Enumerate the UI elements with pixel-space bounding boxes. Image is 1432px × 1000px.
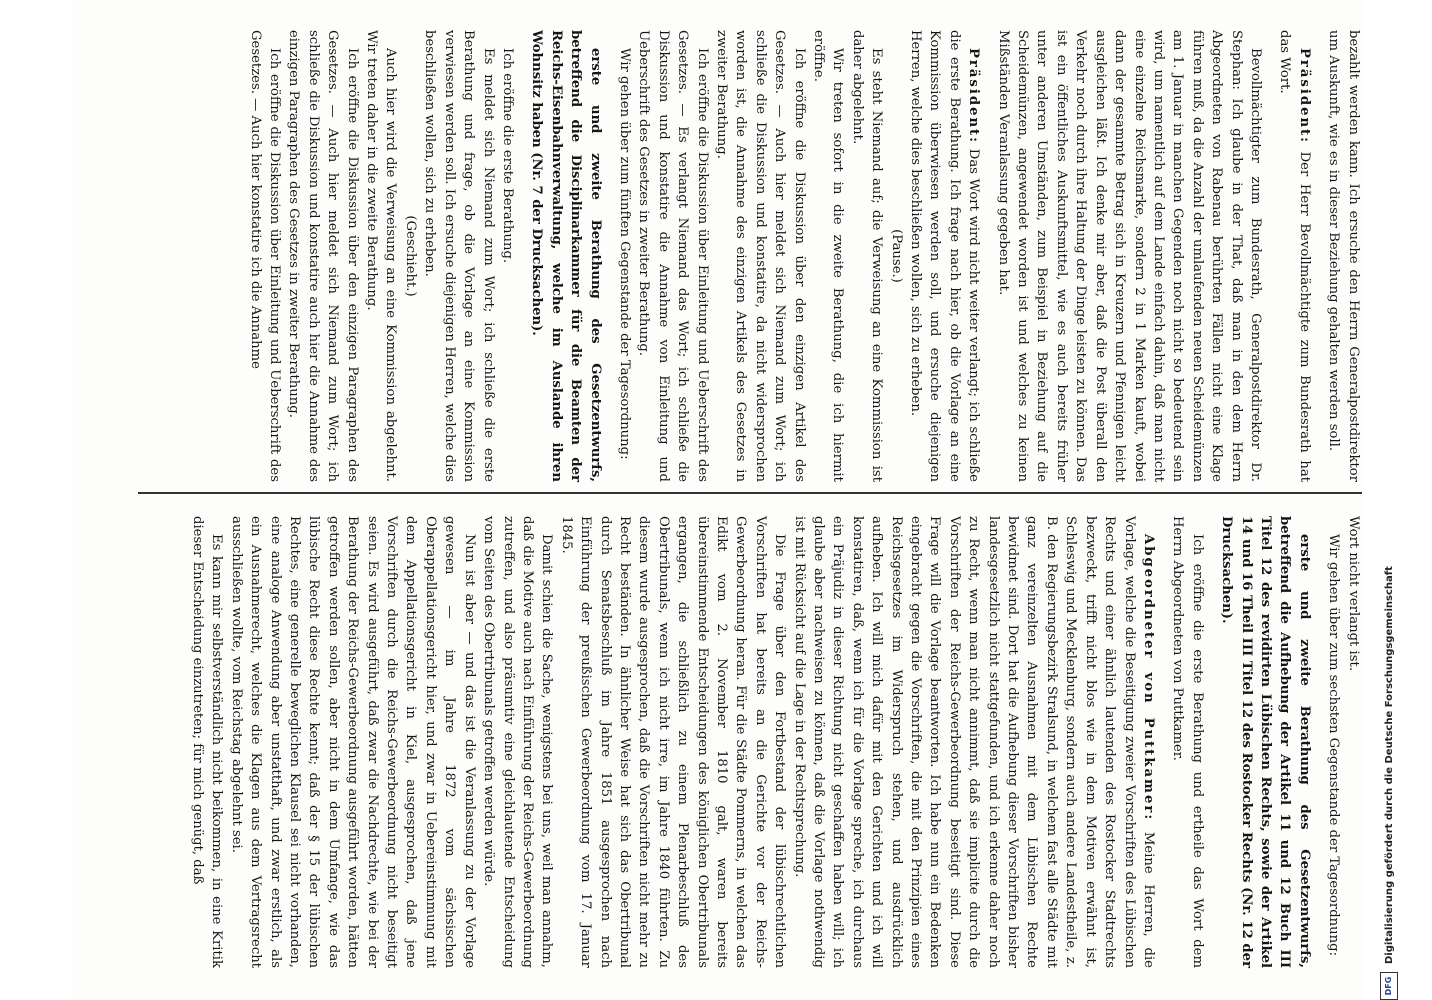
paragraph bbox=[498, 30, 517, 482]
speaker-label: Präsident: bbox=[966, 48, 982, 145]
paragraph-text: Ich eröffne die erste Berathung und ertheile das Wort dem Herrn Abgeordneten von Puttkamer. bbox=[1170, 516, 1205, 968]
paragraph bbox=[847, 30, 886, 482]
paragraph-text: Ich eröffne die Diskussion über den einzigen Paragraphen des Gesetzes. — Auch hier meldet sich Niemand zum Wort; ich schließe die Diskussion und konstatire auch hier die Annahme des einzigen Paragraphen des Gesetzes in zweiter Berathung. bbox=[286, 30, 360, 482]
paragraph-text: Meine Herren, die Vorlage, welche die Beseitigung zweier Vorschriften des Lübischen Rechts und einer ähnlich lautenden des Rostocker Stadtrechts bezweckt, trifft nicht blos wie in dem Motiven erwähnt ist, Schleswig und Mecklenburg, sondern auch andere Landestheile, z. B. den Regierungsbezirk Stralsund, in welchem fast alle Städte mit ganz vereinzelten Ausnahmen mit dem Lübischen Rechte bewidmet sind. Dort hat die Aufhebung dieser Vorschriften bisher landesgesetzlich nicht stattgefunden, und ich erkenne daher noch zu Recht, wenn man nicht annimmt, daß sie implicite durch die Vorschriften der Reichs-Gewerbeordnung beseitigt sind. Diese Frage will die Vorlage beantworten. Ich habe nun ein Bedenken eingebracht gegen die Vorschriften, die mit den Prinzipien eines Reichsgesetzes im Widerspruch stehen, und ausdrücklich aufheben. Ich will mich dafür mit den Gerichten und ich will konstatiren, daß, wenn ich für die Vorlage spreche, ich durchaus ein Präjudiz in dieser Richtung nicht geschaffen haben will; ich glaube aber nachweisen zu können, daß die Vorlage nothwendig ist mit Rücksicht auf die Lage in der Rechtsprechung. bbox=[791, 516, 1156, 968]
paragraph-text: Bevollmächtigter zum Bundesrath, Generalpostdirektor Dr. Stephan: Ich glaube in der That, daß man in den dem Herrn Abgeordneten von Rabenau berührten Fällen nicht eine Klage führen muß, da die Anzahl der umlaufenden neuen Scheidemünzen am 1. Januar in manchen Gegenden noch nicht so bedeutend sein wird, um namentlich auf dem Lande einfach dahin, daß man nicht eine einzelne Reichsmarke, sondern 2 in 1 Marken kauft, wobei dann der gesammte Betrag sich in Kreuzern und Pfennigen leicht ausgleichen läßt. Ich denke mir aber, daß die Post überall den Verkehr noch durch ihre Haltung der Dinge leisten zu können. Das ist ein öffentliches Auskunftsmittel, wie es auch bereits früher unter anderen Umständen, zum Beispiel in Beziehung auf die Scheidemünzen, angewendet worden ist und welches zu keinen Mißständen Veranlassung gegeben hat. bbox=[995, 30, 1263, 482]
paragraph-text: Ich eröffne die Diskussion über Einleitung und Ueberschrift des Gesetzes. — Es verlangt Niemand das Wort; ich schließe die Diskussion und konstatire die Annahme von Einleitung und Ueberschrift des Gesetzes in zweiter Berathung. bbox=[636, 30, 710, 482]
paragraph-text: bezahlt werden kann. Ich ersuche den Herrn Generalpostdirektor um Auskunft, wie es in dieser Beziehung gehalten werden soll. bbox=[1326, 30, 1361, 482]
paragraph bbox=[362, 30, 401, 482]
digitization-credit-strip bbox=[1362, 0, 1432, 1000]
paragraph-text: Ich eröffne die Diskussion über Einleitung und Ueberschrift des Gesetzes. — Auch hier konstatire ich die Annahme bbox=[247, 30, 283, 482]
paragraph bbox=[1168, 516, 1207, 968]
speaker-label: Präsident: bbox=[1296, 48, 1312, 145]
paragraph-text: Es kann mir selbstverständlich nicht beikommen, in eine Kritik dieser Entscheidung einzutreten; für mich genügt, daß bbox=[190, 516, 225, 968]
paragraph bbox=[1324, 516, 1343, 968]
paragraph-text: Damit schien die Sache, wenigstens bei uns, weil man annahm, daß die Motive auch nach Einführung der Reichs-Gewerbeordnung zutreffen, und also präsumtiv eine gleichlautende Entscheidung vom Seiten des Obertribunals getroffen werden würde. bbox=[481, 516, 555, 968]
paragraph bbox=[420, 30, 498, 482]
paragraph bbox=[479, 516, 557, 968]
paragraph bbox=[401, 30, 420, 482]
paragraph bbox=[886, 30, 905, 482]
paragraph bbox=[245, 30, 284, 482]
paragraph-text: Das Wort wird nicht weiter verlangt; ich schließe die erste Berathung. Ich frage nach hier, ob die Vorlage an eine Kommission überwiesen werden soll, und ersuche diejenigen Herren, welche dies beschließen wollen, sich zu erheben. bbox=[908, 30, 982, 482]
paragraph-text: Wort nicht verlangt ist. bbox=[1345, 516, 1361, 672]
paragraph-text: Ich eröffne die Diskussion über den einzigen Artikel des Gesetzes. — Auch hier meldet sich Niemand zum Wort; ich schließe die Diskussion und konstatire, da nicht widersprochen worden ist, die Annahme des einzigen Artikels des Gesetzes in zweiter Berathung. bbox=[714, 30, 807, 482]
speaker-label: Abgeordneter von Puttkamer: bbox=[1140, 534, 1156, 822]
paragraph-text: Wir treten sofort in die zweite Berathung, die ich hiermit eröffne. bbox=[811, 30, 846, 482]
paragraph bbox=[527, 30, 605, 482]
left-column bbox=[245, 30, 1382, 482]
paragraph bbox=[906, 30, 984, 482]
paragraph-text: (Pause.) bbox=[888, 229, 904, 283]
paragraph bbox=[556, 516, 789, 968]
paragraph-text: Nun ist aber — und das ist die Veranlassung zu der Vorlage gewesen — im Jahre 1872 vom sächsischen Oberappellationsgericht hier, und zwar in Uebereinstimmung mit dem Appellationsgericht in Kiel, ausgesprochen, daß jene Vorschriften durch die Reichs-Gewerbeordnung nicht beseitigt seien. Es wird ausgeführt, daß zwar die Nachdrechte, wie bei der Berathung der Reichs-Gewerbeordnung ausgeführt worden, hätten getroffen werden sollen, aber nicht in dem Umfange, wie das lübische Recht diese Rechte kennt; daß der § 15 der lübischen Rechtes, eine generelle beweglichen Klausel sei nicht vorhanden, eine analoge Anwendung aber unstatthaft, und zwar erstlich, als ein Ausnahmerecht, welches die Klagen aus dem Vertragsrecht ausschließen wollte, vom Reichstag abgelehnt sei. bbox=[228, 516, 477, 968]
document-page bbox=[72, 0, 1432, 1000]
paragraph bbox=[809, 30, 848, 482]
paragraph bbox=[1217, 516, 1314, 968]
paragraph-text: erste und zweite Berathung des Gesetzentwurfs, betreffend die Disciplinarkammer für die Beamten der Reichs-Eisenbahnverwaltung, welche im Auslande ihren Wohnsitz haben (Nr. 7 der Drucksachen). bbox=[529, 30, 603, 482]
paragraph bbox=[993, 30, 1265, 482]
digitization-credit: Digitalisierung gefördert durch die Deutsche Forschungsgemeinschaft bbox=[1384, 566, 1395, 964]
paragraph bbox=[226, 516, 478, 968]
paragraph-text: Es steht Niemand auf; die Verweisung an eine Kommission ist daher abgelehnt. bbox=[849, 30, 885, 482]
paragraph bbox=[712, 30, 809, 482]
paragraph-text: Die Frage über den Fortbestand der lübischrechtlichen Vorschriften hat bereits an die Gerichte vor der Reichs-Gewerbeordnung heran. Für die Städte Pommerns, in welchen das Edikt vom 2. November 1810 galt, waren bereits übereinstimmende Entscheidungen des königlichen Obertribunals ergangen, die schließlich zu einem Plenarbeschluß des Obertribunals, wenn ich nicht irre, im Jahre 1840 führten. Zu diesem wurde ausgesprochen, daß die Vorschriften nicht mehr zu Recht beständen. In ähnlicher Weise hat sich das Obertribunal durch Senatsbeschluß im Jahre 1851 ausgesprochen nach Einführung der preußischen Gewerbeordnung vom 17. Januar 1845. bbox=[558, 516, 788, 968]
paragraph bbox=[1275, 30, 1314, 482]
paragraph-text: Wir gehen über zum fünften Gegenstande der Tagesordnung: bbox=[616, 48, 632, 460]
right-column bbox=[188, 516, 1382, 968]
paragraph-text: Der Herr Bevollmächtigte zum Bundesrath hat das Wort. bbox=[1277, 30, 1312, 482]
paragraph bbox=[188, 516, 227, 968]
paragraph-text: Auch hier wird die Verweisung an eine Kommission abgelehnt. Wir treten daher in die zweite Berathung. bbox=[364, 30, 399, 482]
paragraph bbox=[789, 516, 1158, 968]
paragraph-text: erste und zweite Berathung des Gesetzentwurfs, betreffend die Aufhebung der Artikel 11 und 12 Buch III Titel 12 des revidirten Lübischen Rechts, sowie der Artikel 14 und 16 Theil III Titel 12 des Rostocker Rechts (Nr. 12 der Drucksachen). bbox=[1219, 516, 1312, 968]
paragraph-text: Wir gehen über zum sechsten Gegenstande der Tagesordnung: bbox=[1326, 534, 1342, 957]
paragraph-text: Ich eröffne die erste Berathung. bbox=[499, 48, 515, 264]
column-divider bbox=[138, 492, 1388, 494]
paragraph bbox=[284, 30, 362, 482]
paragraph-text: Es meldet sich Niemand zum Wort; ich schließe die erste Berathung und frage, ob die Vorlage an eine Kommission verwiesen werden soll. Ich ersuche diejenigen Herren, welche dies beschließen wollen, sich zu erheben. bbox=[422, 30, 496, 482]
paragraph-text: (Geschieht.) bbox=[402, 215, 418, 297]
paragraph bbox=[634, 30, 712, 482]
dfg-logo-icon: DFG bbox=[1380, 972, 1398, 1000]
paragraph bbox=[615, 30, 634, 482]
